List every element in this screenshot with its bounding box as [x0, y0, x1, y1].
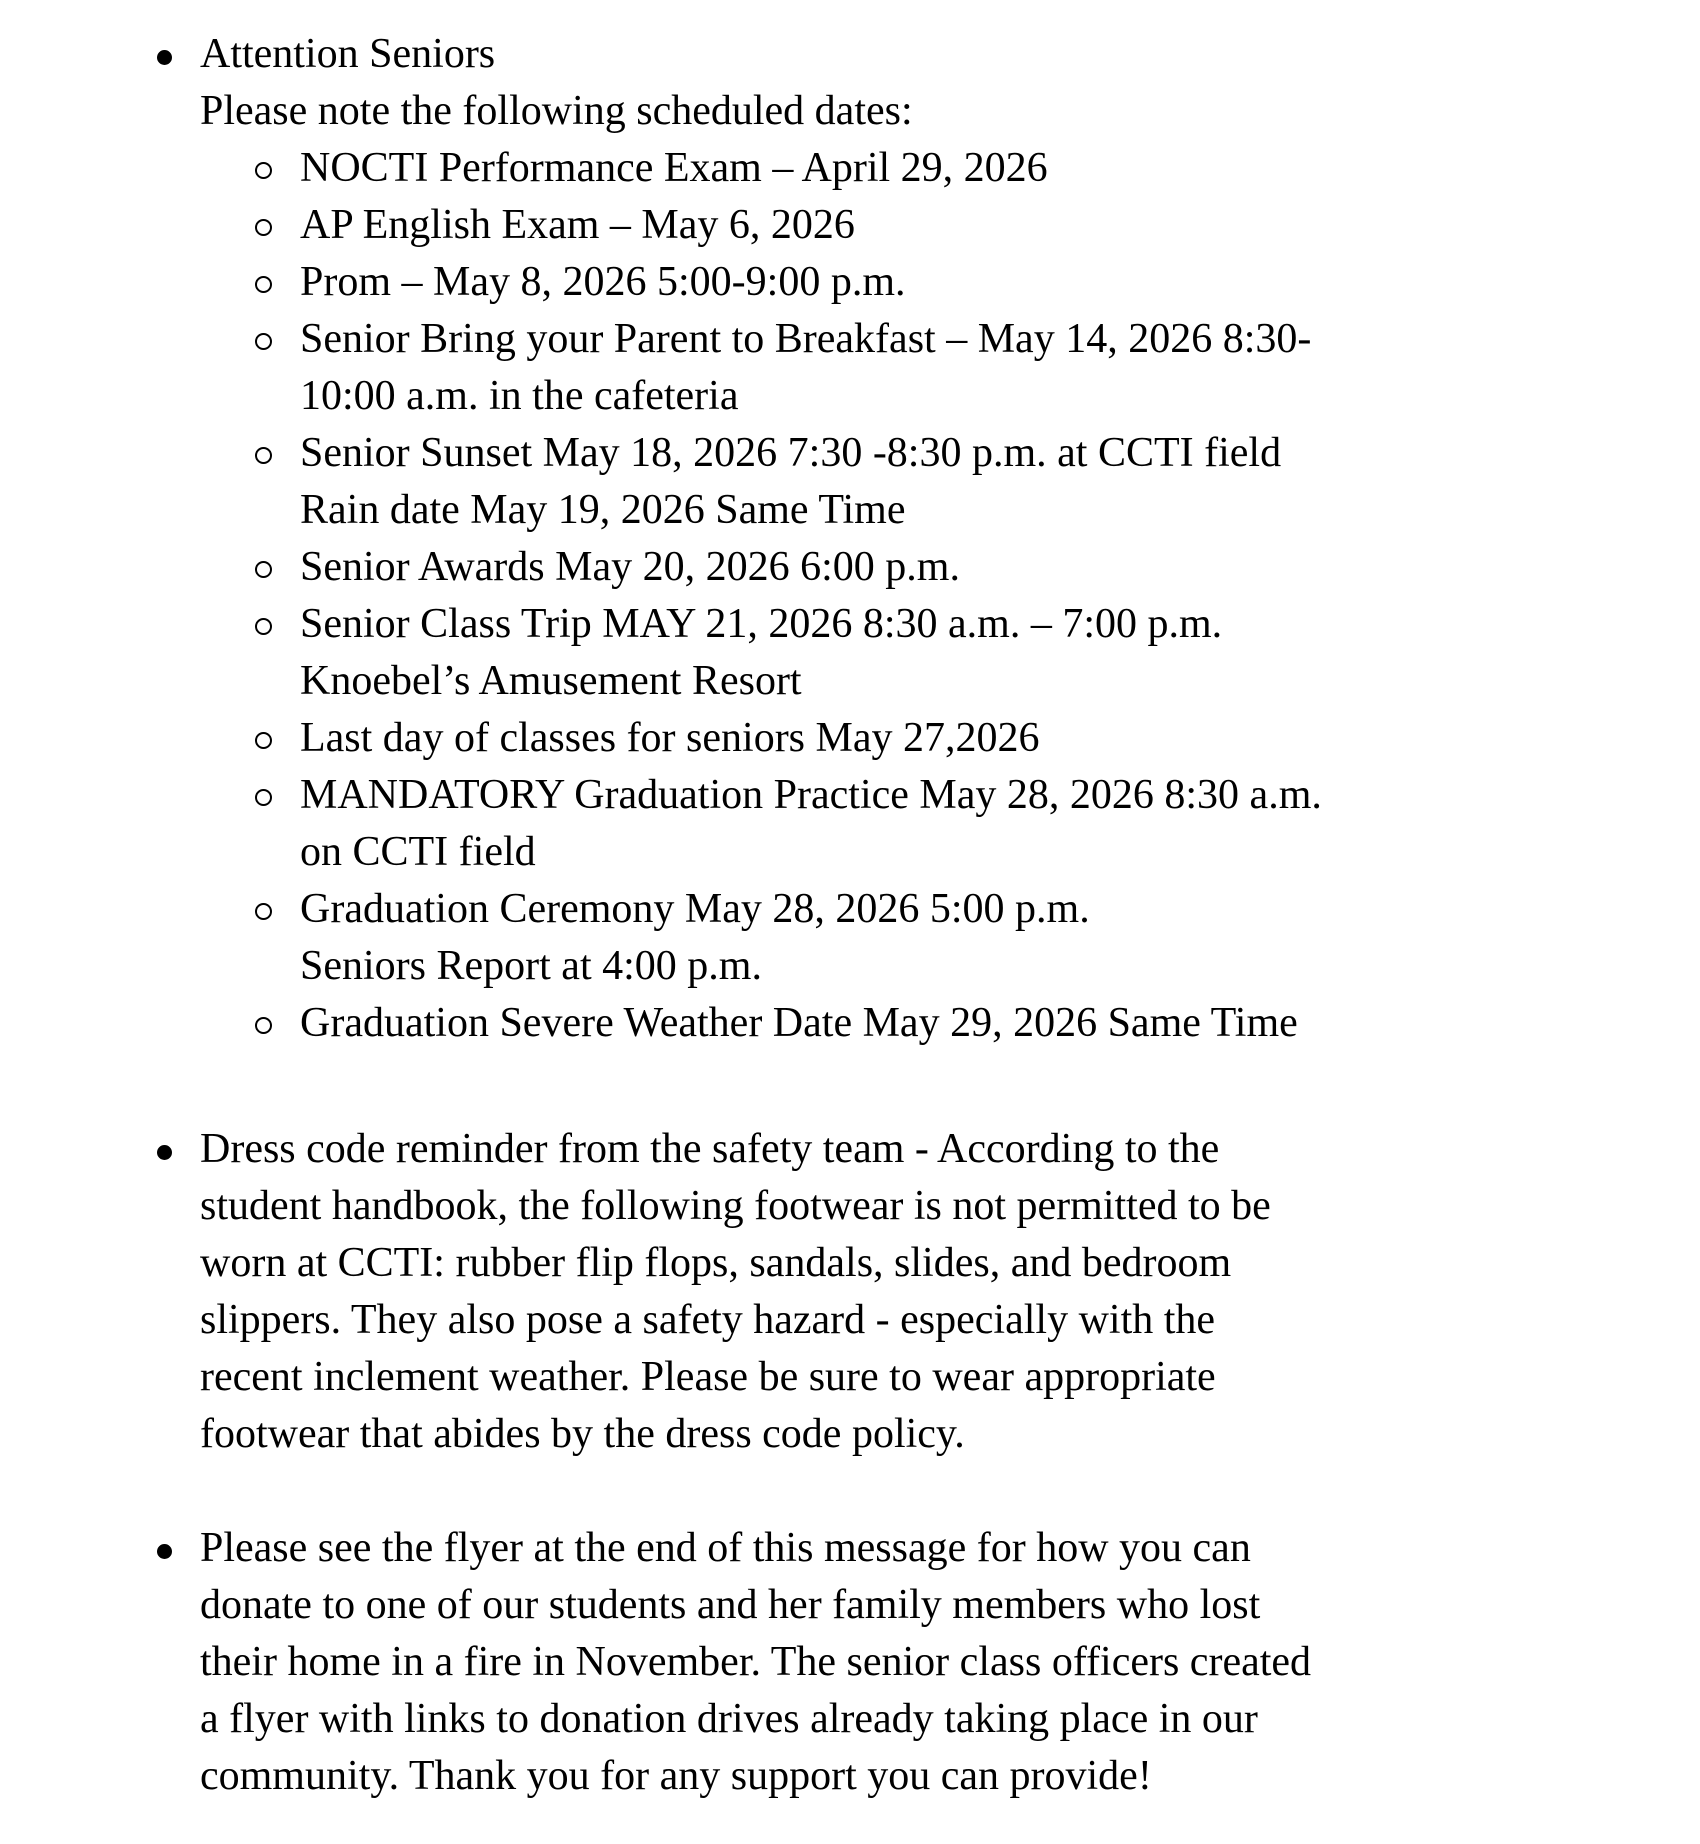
bullet-disc-icon	[157, 1544, 172, 1559]
line-text: slippers. They also pose a safety hazard - especially with the	[200, 1297, 1216, 1343]
text-line	[0, 311, 1700, 368]
line-text: recent inclement weather. Please be sure to wear appropriate	[200, 1354, 1216, 1400]
bullet-circle-icon	[255, 561, 272, 578]
line-text: their home in a fire in November. The senior class officers created	[200, 1639, 1312, 1685]
text-line	[0, 26, 1700, 83]
text-line	[0, 938, 1700, 995]
bullet-circle-icon	[255, 447, 272, 464]
text-line	[0, 425, 1700, 482]
line-text: Senior Awards May 20, 2026 6:00 p.m.	[300, 544, 960, 590]
line-text: on CCTI field	[300, 829, 536, 875]
line-text: Knoebel’s Amusement Resort	[300, 658, 802, 704]
line-text: footwear that abides by the dress code policy.	[200, 1411, 965, 1457]
line-text: Rain date May 19, 2026 Same Time	[300, 487, 906, 533]
line-text: Attention Seniors	[200, 31, 496, 77]
text-line	[0, 1691, 1700, 1748]
line-text: Last day of classes for seniors May 27,2026	[300, 715, 1040, 761]
text-line	[0, 710, 1700, 767]
line-text: Senior Bring your Parent to Breakfast – May 14, 2026 8:30-	[300, 316, 1312, 362]
bullet-circle-icon	[255, 333, 272, 350]
line-text: worn at CCTI: rubber flip flops, sandals, slides, and bedroom	[200, 1240, 1232, 1286]
text-line	[0, 197, 1700, 254]
text-line	[0, 1178, 1700, 1235]
text-line	[0, 1121, 1700, 1178]
section-donation-flyer	[0, 1520, 1700, 1805]
text-line	[0, 824, 1700, 881]
bullet-circle-icon	[255, 732, 272, 749]
line-text: MANDATORY Graduation Practice May 28, 2026 8:30 a.m.	[300, 772, 1322, 818]
text-line	[0, 482, 1700, 539]
text-line	[0, 1520, 1700, 1577]
line-text: Graduation Severe Weather Date May 29, 2026 Same Time	[300, 1000, 1298, 1046]
bullet-circle-icon	[255, 903, 272, 920]
bullet-disc-icon	[157, 50, 172, 65]
text-line	[0, 539, 1700, 596]
line-text: student handbook, the following footwear is not permitted to be	[200, 1183, 1271, 1229]
text-line	[0, 1577, 1700, 1634]
text-line	[0, 995, 1700, 1052]
text-line	[0, 83, 1700, 140]
text-line	[0, 140, 1700, 197]
line-text: NOCTI Performance Exam – April 29, 2026	[300, 145, 1048, 191]
line-text: 10:00 a.m. in the cafeteria	[300, 373, 739, 419]
line-text: Senior Sunset May 18, 2026 7:30 -8:30 p.m. at CCTI field	[300, 430, 1282, 476]
bullet-circle-icon	[255, 789, 272, 806]
line-text: Seniors Report at 4:00 p.m.	[300, 943, 762, 989]
bullet-disc-icon	[157, 1145, 172, 1160]
text-line	[0, 1634, 1700, 1691]
text-line	[0, 254, 1700, 311]
line-text: Please see the flyer at the end of this message for how you can	[200, 1525, 1251, 1571]
line-text: AP English Exam – May 6, 2026	[300, 202, 855, 248]
text-line	[0, 596, 1700, 653]
bullet-circle-icon	[255, 219, 272, 236]
text-line	[0, 653, 1700, 710]
text-line	[0, 881, 1700, 938]
line-text: Dress code reminder from the safety team - According to the	[200, 1126, 1220, 1172]
text-line	[0, 1349, 1700, 1406]
line-text: community. Thank you for any support you can provide!	[200, 1753, 1152, 1799]
bullet-circle-icon	[255, 162, 272, 179]
bullet-circle-icon	[255, 618, 272, 635]
line-text: Please note the following scheduled dates:	[200, 88, 913, 134]
section-attention-seniors	[0, 26, 1700, 1052]
text-line	[0, 767, 1700, 824]
text-line	[0, 1292, 1700, 1349]
text-line	[0, 368, 1700, 425]
line-text: Graduation Ceremony May 28, 2026 5:00 p.m.	[300, 886, 1090, 932]
line-text: donate to one of our students and her family members who lost	[200, 1582, 1261, 1628]
text-line	[0, 1748, 1700, 1805]
bullet-circle-icon	[255, 1017, 272, 1034]
section-dress-code	[0, 1121, 1700, 1463]
line-text: Prom – May 8, 2026 5:00-9:00 p.m.	[300, 259, 906, 305]
line-text: a flyer with links to donation drives already taking place in our	[200, 1696, 1258, 1742]
bullet-circle-icon	[255, 276, 272, 293]
line-text: Senior Class Trip MAY 21, 2026 8:30 a.m. – 7:00 p.m.	[300, 601, 1223, 647]
text-line	[0, 1235, 1700, 1292]
text-line	[0, 1406, 1700, 1463]
